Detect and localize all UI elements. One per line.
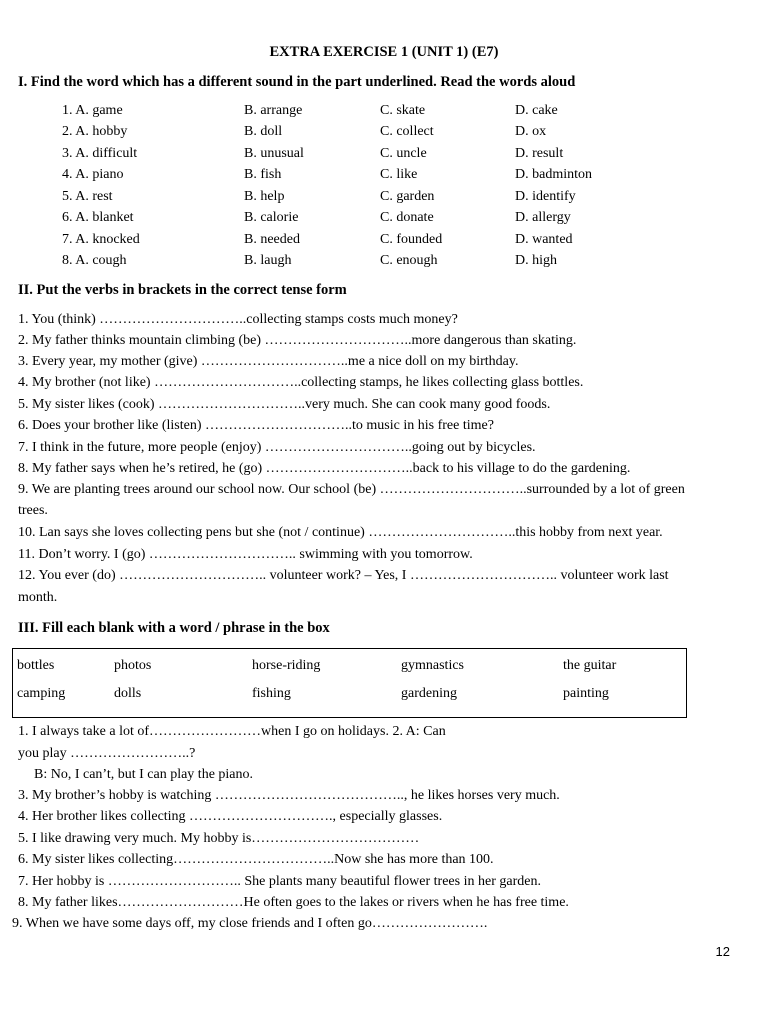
part1-option: D. badminton bbox=[515, 167, 592, 182]
part2-question-line: 7. I think in the future, more people (enjoy) …………………………..going out by bicycles. bbox=[18, 440, 536, 455]
part1-option: B. laugh bbox=[244, 253, 292, 268]
page-title: EXTRA EXERCISE 1 (UNIT 1) (E7) bbox=[269, 44, 499, 60]
box-word: the guitar bbox=[563, 658, 617, 673]
part1-row bbox=[0, 146, 768, 166]
part1-option: B. arrange bbox=[244, 103, 303, 118]
part1-option: 5. A. rest bbox=[62, 189, 113, 204]
part3-question-line: 5. I like drawing very much. My hobby is……………………………… bbox=[18, 831, 420, 846]
part1-option: 4. A. piano bbox=[62, 167, 124, 182]
box-word: gardening bbox=[401, 686, 457, 701]
part1-option: C. founded bbox=[380, 232, 443, 247]
part2-question-line: 4. My brother (not like) …………………………..collecting stamps, he likes collecting glass bottles. bbox=[18, 375, 584, 390]
part1-option: B. needed bbox=[244, 232, 300, 247]
part1-option: D. cake bbox=[515, 103, 558, 118]
part1-option: D. wanted bbox=[515, 232, 573, 247]
part1-row bbox=[0, 124, 768, 144]
part1-option: 2. A. hobby bbox=[62, 124, 128, 139]
part1-heading: I. Find the word which has a different sound in the part underlined. Read the words aloud bbox=[18, 74, 576, 90]
part1-option: D. ox bbox=[515, 124, 547, 139]
part3-question-line: 7. Her hobby is ……………………….. She plants many beautiful flower trees in her garden. bbox=[18, 874, 541, 889]
part1-option: B. doll bbox=[244, 124, 283, 139]
part3-question-line: 9. When we have some days off, my close friends and I often go……………………. bbox=[12, 916, 488, 931]
part1-option: D. result bbox=[515, 146, 564, 161]
part1-option: C. like bbox=[380, 167, 418, 182]
part3-heading: III. Fill each blank with a word / phrase in the box bbox=[18, 620, 330, 636]
part1-option: C. skate bbox=[380, 103, 426, 118]
box-word: gymnastics bbox=[401, 658, 464, 673]
part2-question-line: month. bbox=[18, 590, 58, 605]
part1-row bbox=[0, 210, 768, 230]
part3-question-line: 8. My father likes………………………He often goes to the lakes or rivers when he has free time. bbox=[18, 895, 569, 910]
part2-question-line: 8. My father says when he’s retired, he (go) …………………………..back to his village to do the gardening. bbox=[18, 461, 631, 476]
part1-option: B. fish bbox=[244, 167, 282, 182]
part1-option: C. uncle bbox=[380, 146, 427, 161]
part2-question-line: 9. We are planting trees around our school now. Our school (be) …………………………..surrounded by a lot of green bbox=[18, 482, 685, 497]
box-word: horse-riding bbox=[252, 658, 321, 673]
part1-option: C. garden bbox=[380, 189, 435, 204]
part1-option: 8. A. cough bbox=[62, 253, 127, 268]
part1-option: C. collect bbox=[380, 124, 434, 139]
part2-question-line: 5. My sister likes (cook) …………………………..very much. She can cook many good foods. bbox=[18, 397, 551, 412]
part1-option: C. enough bbox=[380, 253, 438, 268]
part3-question-line: you play ……………………..? bbox=[18, 746, 196, 761]
part3-question-line: B: No, I can’t, but I can play the piano. bbox=[34, 767, 254, 782]
part1-option: 7. A. knocked bbox=[62, 232, 140, 247]
part1-option: B. unusual bbox=[244, 146, 304, 161]
part2-question-line: 11. Don’t worry. I (go) ………………………….. swimming with you tomorrow. bbox=[18, 547, 473, 562]
part2-question-line: 1. You (think) …………………………..collecting stamps costs much money? bbox=[18, 312, 458, 327]
part1-option: D. high bbox=[515, 253, 557, 268]
part2-heading: II. Put the verbs in brackets in the correct tense form bbox=[18, 282, 347, 298]
part1-option: 6. A. blanket bbox=[62, 210, 134, 225]
page-number: 12 bbox=[715, 944, 730, 959]
part1-option: B. help bbox=[244, 189, 285, 204]
part1-row bbox=[0, 103, 768, 123]
box-word: photos bbox=[114, 658, 152, 673]
part3-question-line: 3. My brother’s hobby is watching ………………………………….., he likes horses very much. bbox=[18, 788, 560, 803]
part1-row bbox=[0, 167, 768, 187]
part2-question-line: 6. Does your brother like (listen) …………………………..to music in his free time? bbox=[18, 418, 494, 433]
part2-question-line: 12. You ever (do) ………………………….. volunteer work? – Yes, I ………………………….. volunteer work last bbox=[18, 568, 669, 583]
part1-option: 1. A. game bbox=[62, 103, 123, 118]
box-word: bottles bbox=[17, 658, 55, 673]
part1-option: D. identify bbox=[515, 189, 576, 204]
part3-question-line: 6. My sister likes collecting……………………………..Now she has more than 100. bbox=[18, 852, 494, 867]
part2-question-line: 2. My father thinks mountain climbing (be) …………………………..more dangerous than skating. bbox=[18, 333, 577, 348]
word-box bbox=[12, 648, 687, 718]
part1-option: C. donate bbox=[380, 210, 434, 225]
part3-question-line: 1. I always take a lot of……………………when I go on holidays. 2. A: Can bbox=[18, 724, 446, 739]
part2-question-line: 3. Every year, my mother (give) …………………………..me a nice doll on my birthday. bbox=[18, 354, 519, 369]
part2-question-line: 10. Lan says she loves collecting pens but she (not / continue) …………………………..this hobby from next year. bbox=[18, 525, 663, 540]
box-word: fishing bbox=[252, 686, 291, 701]
part1-option: D. allergy bbox=[515, 210, 571, 225]
part1-row bbox=[0, 189, 768, 209]
part1-option: B. calorie bbox=[244, 210, 299, 225]
box-word: painting bbox=[563, 686, 609, 701]
box-word: camping bbox=[17, 686, 66, 701]
part1-row bbox=[0, 253, 768, 273]
part1-row bbox=[0, 232, 768, 252]
box-word: dolls bbox=[114, 686, 142, 701]
part1-option: 3. A. difficult bbox=[62, 146, 138, 161]
part2-question-line: trees. bbox=[18, 503, 48, 518]
part3-question-line: 4. Her brother likes collecting …………………………., especially glasses. bbox=[18, 809, 443, 824]
